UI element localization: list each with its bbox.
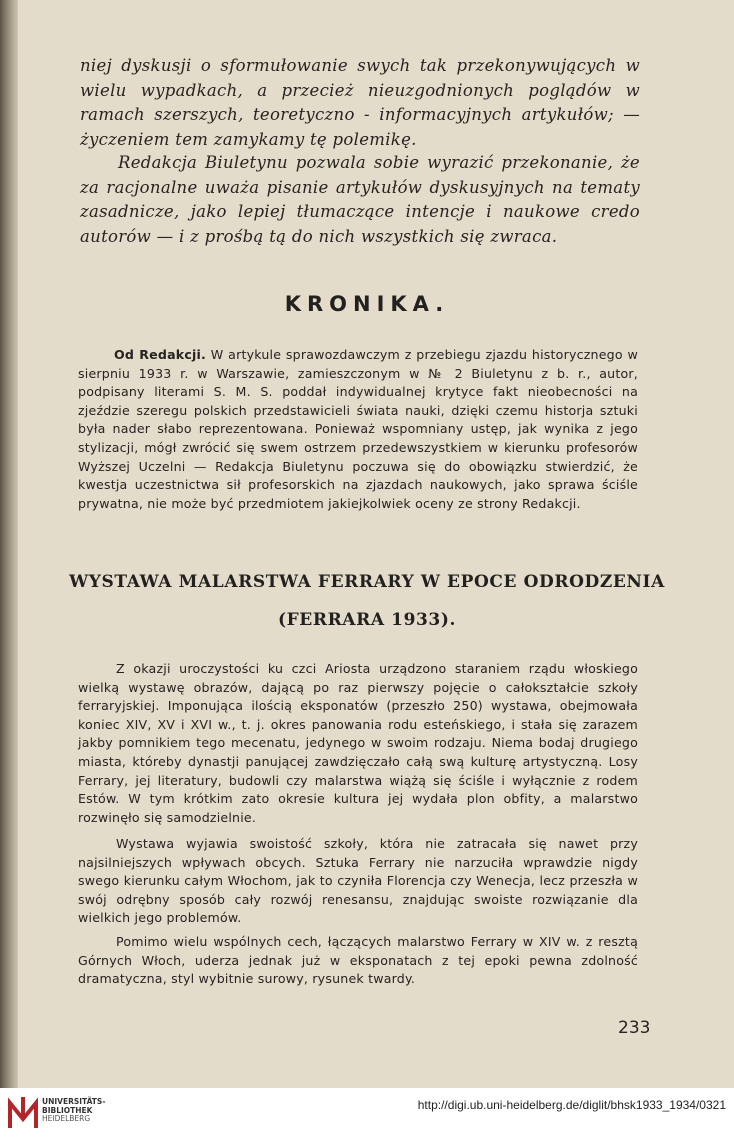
library-name-line-3: HEIDELBERG xyxy=(42,1114,91,1124)
library-name-line-2: BIBLIOTHEK xyxy=(42,1105,93,1115)
book-gutter-shadow xyxy=(0,0,18,1088)
source-url-link[interactable]: http://digi.ub.uni-heidelberg.de/diglit/bhsk1933_1934/0321 xyxy=(417,1098,726,1112)
intro-paragraph-2: Redakcja Biuletynu pozwala sobie wyrazić przekonanie, że za racjonalne uważa pisanie artykułów dyskusyjnych na tematy zasadnicze, jako lepiej tłumaczące intencje i naukowe credo autorów — i z prośbą tą do nich wszystkich się zwraca. xyxy=(80,153,640,246)
heidelberg-library-logo-icon xyxy=(8,1093,38,1131)
page-number: 233 xyxy=(618,1018,651,1038)
intro-paragraph-1: niej dyskusji o sformułowanie swych tak przekonywujących w wielu wypadkach, a przecież nieuzgodnionych poglądów w ramach szerszych, teoretyczno - informacyjnych artykułów; — życzeniem tem zamykamy tę polemikę. xyxy=(80,56,640,149)
article-heading-line-1: WYSTAWA MALARSTWA FERRARY W EPOCE ODRODZENIA xyxy=(69,572,665,592)
digitization-footer xyxy=(0,1088,734,1140)
kronika-text: W artykule sprawozdawczym z przebiegu zjazdu historycznego w sierpniu 1933 r. w Warszawie, zamieszczonym w № 2 Biuletynu z b. r., autor, podpisany literami S. M. S. poddał indywidualnej krytyce fakt nieobecności na zjeździe szeregu polskich przedstawicieli świata nauki, dzięki czemu historja sztuki była nader słabo reprezentowana. Ponieważ wspomniany ustęp, jak wynika z jego stylizacji, mógł zwrócić się swem ostrzem przedewszystkiem w kierunku profesorów Wyższej Uczelni — Redakcja Biuletynu poczuwa się do obowiązku stwierdzić, że kwestja uczestnictwa sił profesorskich na zjazdach naukowych, jako sprawa ściśle prywatna, nie może być przedmiotem jakiejkolwiek oceny ze strony Redakcji. xyxy=(78,347,639,511)
article-paragraph-3: Pomimo wielu wspólnych cech, łączących malarstwo Ferrary w XIV w. z resztą Górnych Włoch, uderza jednak już w eksponatach z tej epoki pewna zdolność dramatyczna, styl wybitnie surowy, rysunek twardy. xyxy=(78,934,638,987)
article-paragraph-2: Wystawa wyjawia swoistość szkoły, która nie zatracała się nawet przy najsilniejszych wpływach obcych. Sztuka Ferrary nie narzuciła wprawdzie nigdy swego kierunku całym Włochom, jak to czyniła Florencja czy Wenecja, lecz przeszła w swój odrębny sposób cały rozwój renesansu, znajdując swoiste rozwiązanie dla wielkich jego problemów. xyxy=(78,836,638,926)
kronika-paragraph xyxy=(78,346,638,513)
library-name-line-1: UNIVERSITÄTS- xyxy=(42,1097,106,1106)
kronika-title: KRONIKA. xyxy=(284,292,450,316)
library-name xyxy=(42,1098,105,1124)
kronika-lead: Od Redakcji. xyxy=(114,347,207,362)
article-paragraph-1: Z okazji uroczystości ku czci Ariosta urządzono staraniem rządu włoskiego wielką wystawę obrazów, dającą po raz pierwszy pojęcie o całokształcie szkoły ferraryjskiej. Imponująca ilością eksponatów (przeszło 250) wystawa, obejmowała koniec XIV, XV i XVI w., t. j. okres panowania rodu esteńskiego, i stała się zarazem jakby pomnikiem tego mecenatu, jedynego w swoim rodzaju. Niema bodaj drugiego miasta, któreby dynastji panującej zawdzięczało całą swą kulturę artystyczną. Losy Ferrary, jej literatury, budowli czy malarstwa wiążą się ściśle i wyłącznie z rodem Estów. W tym krótkim zato okresie kultura jej wydała plon obfity, a malarstwo rozwinęło się samodzielnie. xyxy=(78,661,638,825)
article-heading-line-2: (FERRARA 1933). xyxy=(277,610,457,630)
